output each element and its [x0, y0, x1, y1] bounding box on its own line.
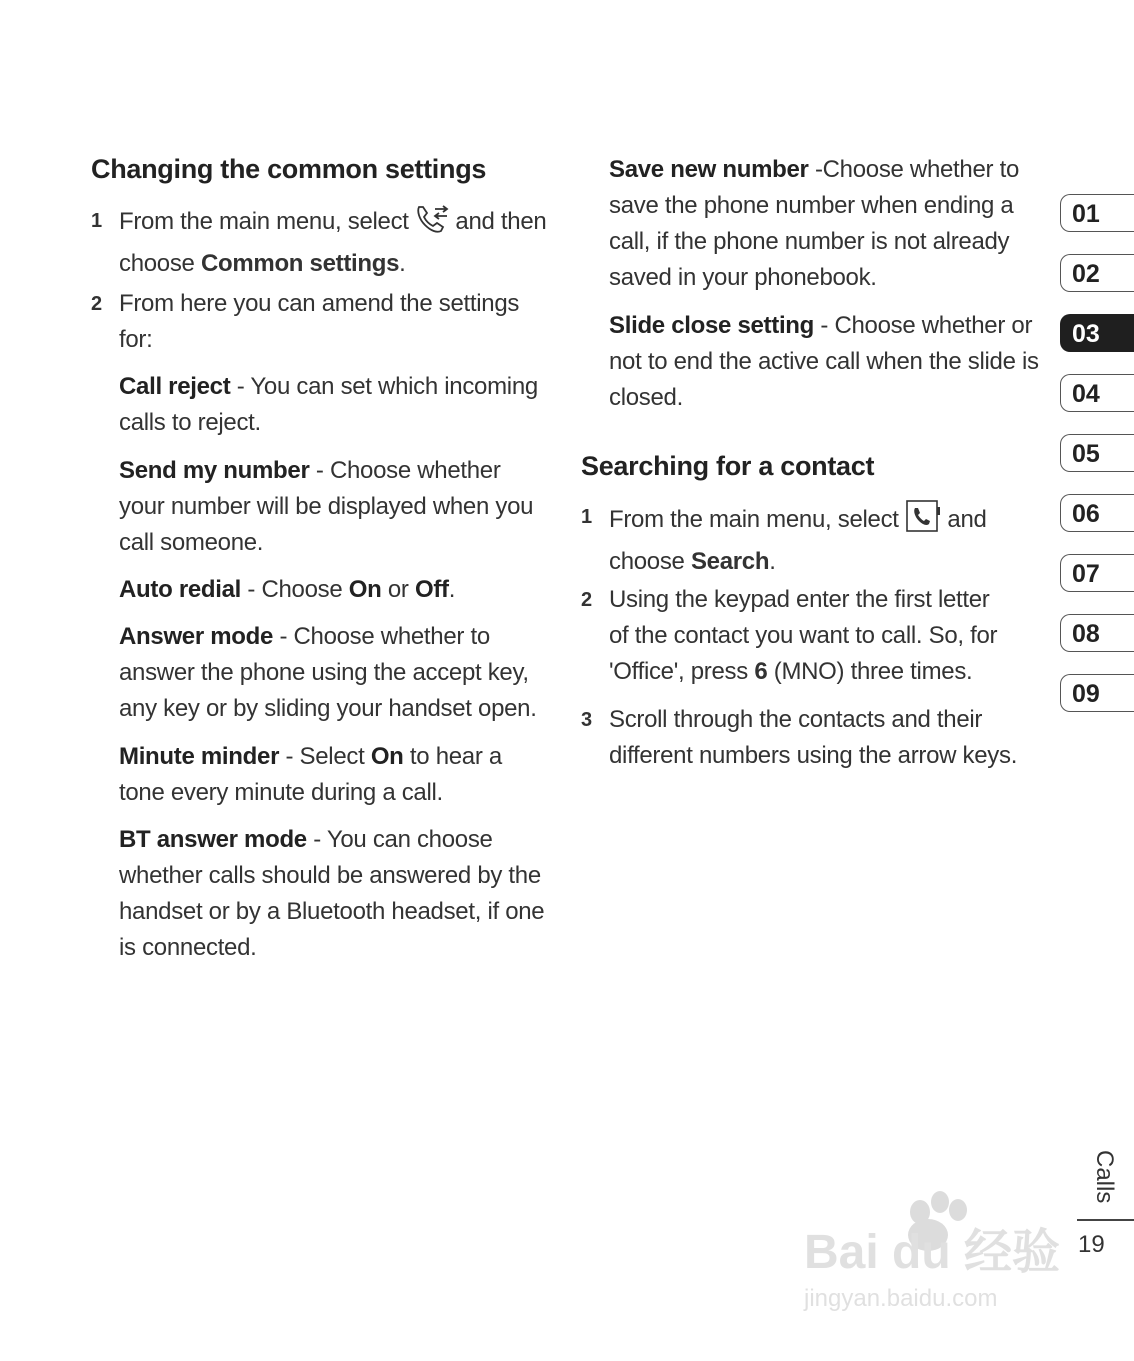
- chapter-tab-06[interactable]: 06: [1060, 494, 1134, 532]
- step-number: 1: [91, 210, 102, 232]
- chapter-tab-03[interactable]: 03: [1060, 314, 1134, 352]
- page-number: 19: [1078, 1231, 1105, 1258]
- section-heading-search-contact: Searching for a contact: [581, 451, 875, 481]
- setting-slide-close: Slide close setting - Choose whether or not to end the active call when the slide is closed.: [609, 312, 1039, 411]
- step-2-common: 2 From here you can amend the settings for:: [91, 290, 520, 353]
- step-1-common: 1 From the main menu, select and then choose Common settings.: [119, 203, 559, 282]
- setting-auto-redial: Auto redial - Choose On or Off.: [119, 576, 456, 603]
- watermark-url: jingyan.baidu.com: [804, 1285, 998, 1312]
- setting-answer-mode: Answer mode - Choose whether to answer the phone using the accept key, any key or by sliding your handset open.: [119, 623, 537, 722]
- setting-minute-minder: Minute minder - Select On to hear a tone every minute during a call.: [119, 743, 502, 806]
- call-settings-icon: [415, 203, 449, 246]
- setting-save-new-number: Save new number -Choose whether to save the phone number when ending a call, if the phone number is not already saved in your phonebook.: [609, 156, 1019, 291]
- chapter-tab-09[interactable]: 09: [1060, 674, 1134, 712]
- chapter-tab-02[interactable]: 02: [1060, 254, 1134, 292]
- divider: [1077, 1219, 1134, 1221]
- watermark-logo: Bai du 经验: [804, 1226, 1061, 1279]
- chapter-tab-01[interactable]: 01: [1060, 194, 1134, 232]
- step-2-search: 2 Using the keypad enter the first letter of the contact you want to call. So, for 'Office', press 6 (MNO) three times.: [581, 586, 998, 685]
- chapter-tab-04[interactable]: 04: [1060, 374, 1134, 412]
- setting-bt-answer-mode: BT answer mode - You can choose whether calls should be answered by the handset or by a Bluetooth headset, if one is connected.: [119, 826, 545, 961]
- chapter-tab-07[interactable]: 07: [1060, 554, 1134, 592]
- setting-call-reject: Call reject - You can set which incoming calls to reject.: [119, 373, 538, 436]
- section-heading-common-settings: Changing the common settings: [91, 154, 487, 184]
- chapter-tab-08[interactable]: 08: [1060, 614, 1134, 652]
- chapter-tab-05[interactable]: 05: [1060, 434, 1134, 472]
- section-label: Calls: [1091, 1150, 1118, 1204]
- setting-send-my-number: Send my number - Choose whether your number will be displayed when you call someone.: [119, 457, 534, 556]
- step-1-search: 1 From the main menu, select and choose Search.: [609, 499, 1029, 580]
- step-3-search: 3 Scroll through the contacts and their different numbers using the arrow keys.: [581, 706, 1018, 769]
- contacts-icon: [905, 499, 941, 544]
- baidu-watermark: [800, 1190, 1070, 1320]
